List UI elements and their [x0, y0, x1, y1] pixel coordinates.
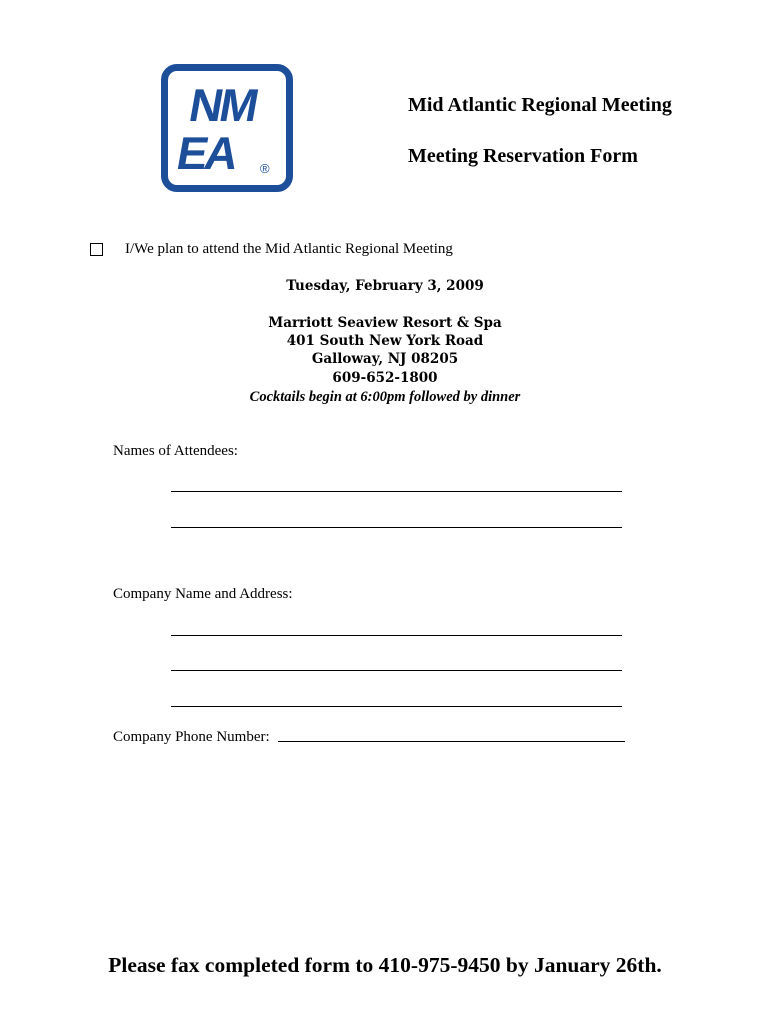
event-street: 401 South New York Road	[286, 333, 484, 349]
attendees-label: Names of Attendees:	[113, 443, 238, 459]
company-address-field-1[interactable]	[171, 635, 622, 636]
event-note: Cocktails begin at 6:00pm followed by dinner	[249, 389, 521, 405]
attend-checkbox-label: I/We plan to attend the Mid Atlantic Regional Meeting	[125, 241, 453, 257]
company-address-field-3[interactable]	[171, 706, 622, 707]
logo-text-nm: NM	[185, 79, 261, 131]
company-label: Company Name and Address:	[113, 586, 293, 602]
attendee-name-field-1[interactable]	[171, 491, 622, 492]
attendee-name-field-2[interactable]	[171, 527, 622, 528]
attend-checkbox[interactable]	[90, 243, 103, 256]
event-venue: Marriott Seaview Resort & Spa	[268, 315, 502, 331]
registered-mark: ®	[260, 161, 270, 176]
company-address-field-2[interactable]	[171, 670, 622, 671]
nmea-logo-mark	[168, 71, 286, 185]
company-phone-field[interactable]	[278, 741, 625, 742]
form-title: Meeting Reservation Form	[408, 145, 638, 167]
company-phone-label: Company Phone Number:	[113, 729, 270, 745]
event-city: Galloway, NJ 08205	[311, 351, 459, 367]
logo-text-ea: EA	[172, 127, 240, 179]
event-phone: 609-652-1800	[332, 370, 438, 386]
nmea-logo	[161, 64, 293, 192]
event-date: Tuesday, February 3, 2009	[286, 278, 484, 294]
page-title: Mid Atlantic Regional Meeting	[408, 94, 672, 116]
fax-instruction: Please fax completed form to 410-975-9450 by January 26th.	[108, 953, 662, 977]
